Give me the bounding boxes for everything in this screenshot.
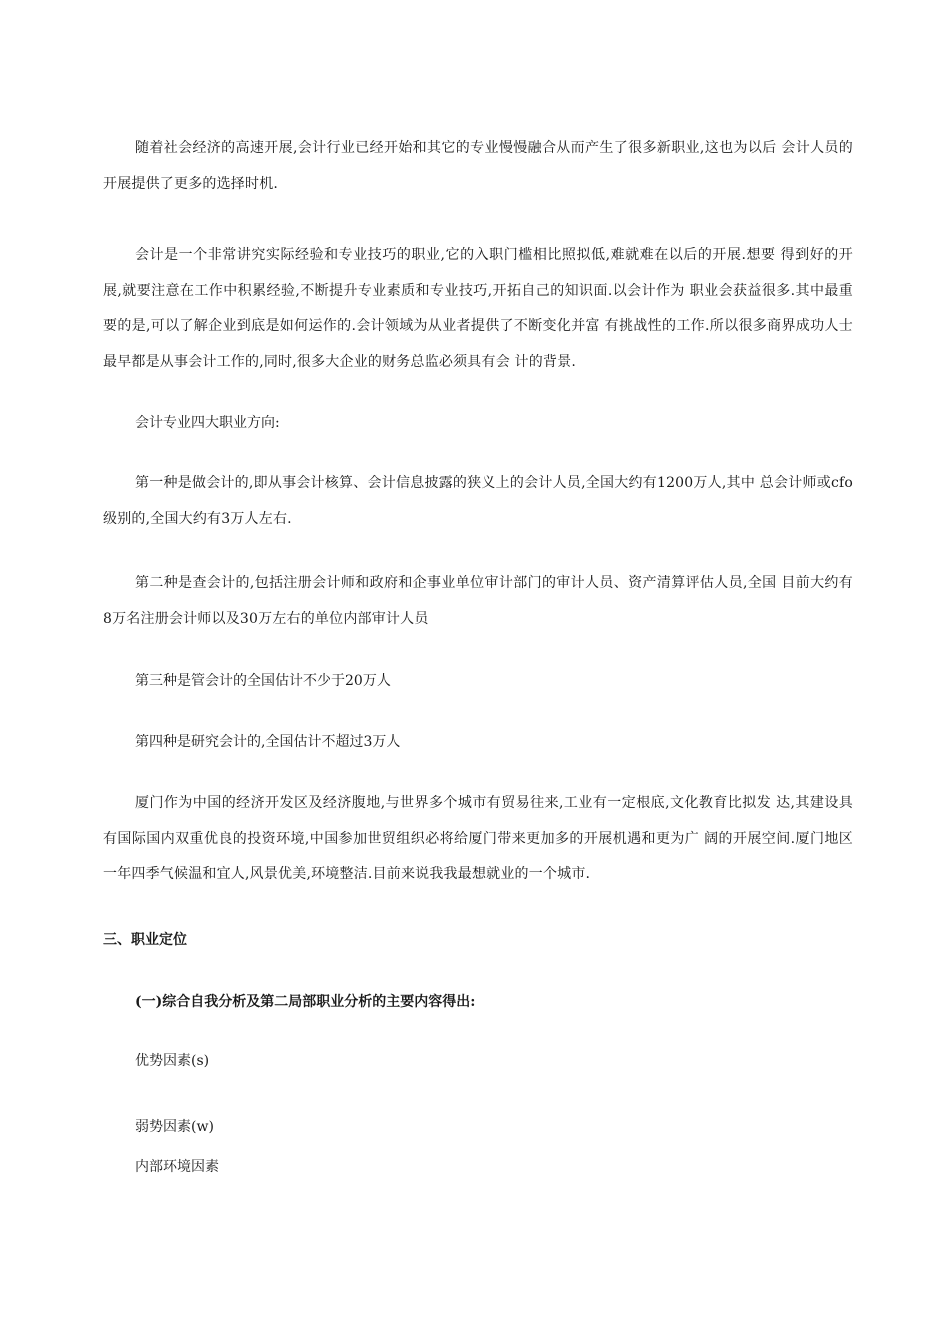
list-item-strengths: 优势因素(s) [135, 1053, 210, 1069]
paragraph-xiamen: 厦门作为中国的经济开发区及经济腹地,与世界多个城市有贸易往来,工业有一定根底,文化教育比拟发 达,其建设具有国际国内双重优良的投资环境,中国参加世贸组织必将给厦门带来更加多的开展机遇和更为广 阔的开展空间.厦门地区一年四季气候温和宜人,风景优美,环境整洁.目前来说我我最想就业的一个城市. [103, 795, 853, 882]
paragraph-direction-three: 第三种是管会计的全国估计不少于20万人 [135, 673, 391, 689]
paragraph-direction-one: 第一种是做会计的,即从事会计核算、会计信息披露的狭义上的会计人员,全国大约有1200万人,其中 总会计师或cfo级别的,全国大约有3万人左右. [103, 475, 853, 527]
section-title: 三、职业定位 [103, 932, 187, 948]
paragraph-industry-development: 随着社会经济的高速开展,会计行业已经开始和其它的专业慢慢融合从而产生了很多新职业,这也为以后 会计人员的开展提供了更多的选择时机. [103, 140, 853, 192]
subsection-title: (一)综合自我分析及第二局部职业分析的主要内容得出: [135, 994, 476, 1010]
paragraph-four-directions-heading: 会计专业四大职业方向: [135, 415, 280, 431]
list-item-weaknesses: 弱势因素(w) [135, 1119, 214, 1135]
paragraph-accounting-career: 会计是一个非常讲究实际经验和专业技巧的职业,它的入职门槛相比照拟低,难就难在以后的开展.想要 得到好的开展,就要注意在工作中积累经验,不断提升专业素质和专业技巧,开拓自己的知识面.以会计作为 职业会获益很多.其中最重要的是,可以了解企业到底是如何运作的.会计领域为从业者提供了不断变化并富 有挑战性的工作.所以很多商界成功人士最早都是从事会计工作的,同时,很多大企业的财务总监必须具有会 计的背景. [103, 247, 853, 370]
paragraph-direction-four: 第四种是研究会计的,全国估计不超过3万人 [135, 734, 401, 750]
list-item-internal-factors: 内部环境因素 [135, 1159, 219, 1175]
paragraph-direction-two: 第二种是查会计的,包括注册会计师和政府和企事业单位审计部门的审计人员、资产清算评估人员,全国 目前大约有8万名注册会计师以及30万左右的单位内部审计人员 [103, 575, 853, 627]
